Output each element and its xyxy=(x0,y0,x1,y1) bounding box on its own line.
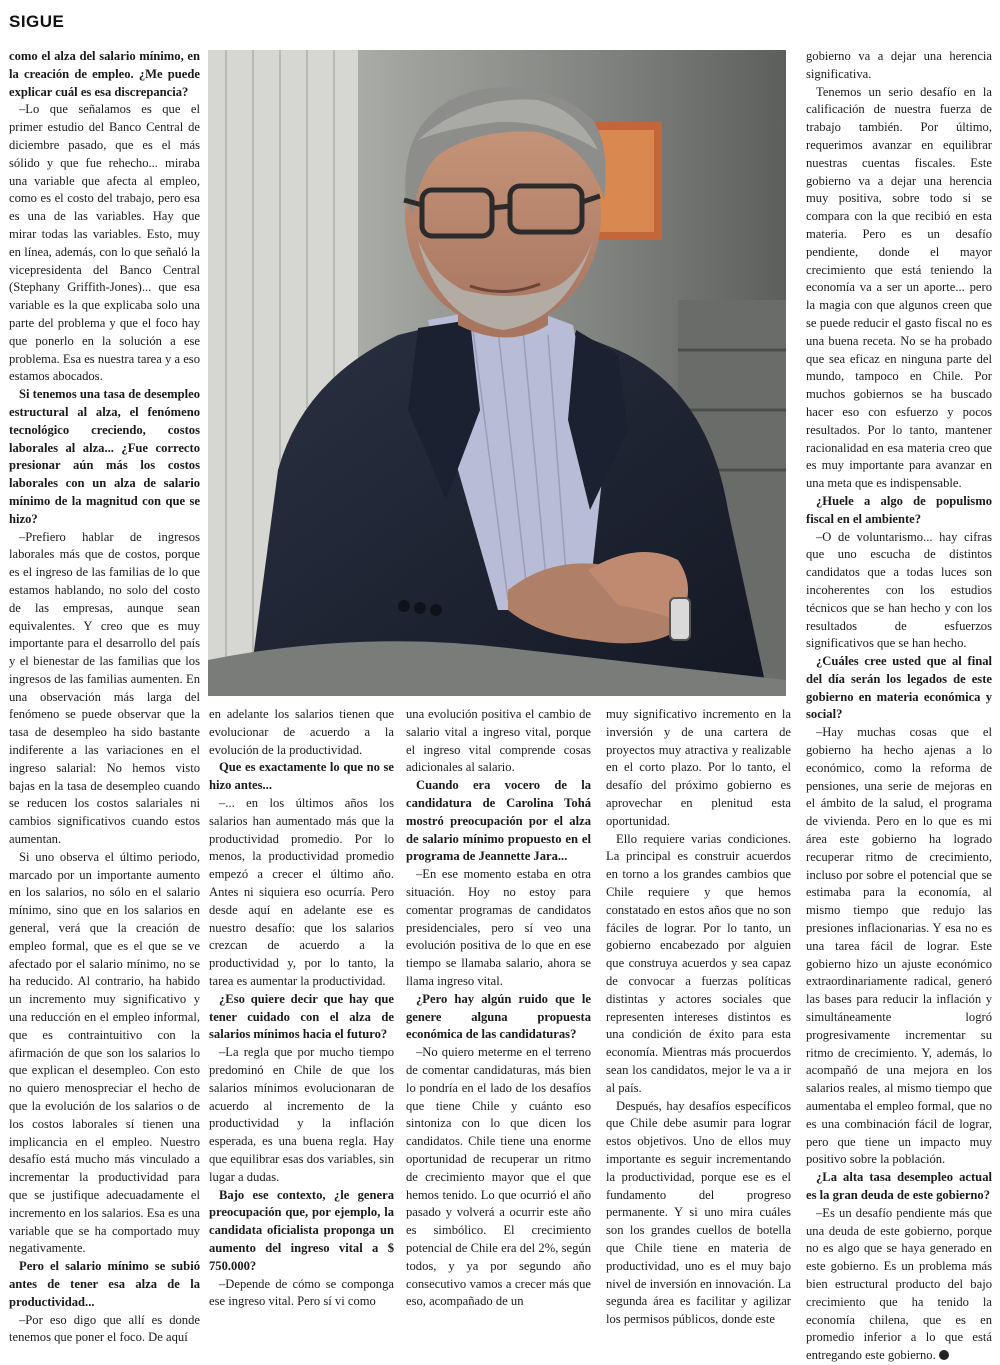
answer-paragraph: Si uno observa el último periodo, marcado por un importante aumento en los salarios, no sólo en el salario mínimo, sino que en los salarios en general, verá que la creación de empleo formal, que es el que se ve afectado por el salario mínimo, no se ha reducido. Al contrario, ha habido un incremento muy significativo y una reducción en el empleo informal, que es contraintuitivo con la afirmación de que son los salarios lo que explican el desempleo. Con esto no quiero menospreciar el hecho de que la evolución de los salarios o de los costos laborales sí tienen una implicancia en el empleo. Nuestro desafío está mucho más vinculado a incrementar la productividad para que se justifique adecuadamente el incremento en los salarios. Esa es una variable que se ha comportado muy negativamente. xyxy=(9,849,200,1256)
interview-question: ¿Eso quiere decir que hay que tener cuidado con el alza de salarios mínimos hacia el futuro? xyxy=(209,991,394,1042)
section-label: SIGUE xyxy=(9,12,65,31)
answer-paragraph: –Depende de cómo se componga ese ingreso vital. Pero sí vi como xyxy=(209,1276,394,1309)
article-column-4 xyxy=(606,706,791,1327)
answer-paragraph: –Por eso digo que allí es donde tenemos que poner el foco. De aquí xyxy=(9,1312,200,1345)
article-column-5 xyxy=(806,48,992,1363)
answer-paragraph: Ello requiere varias condiciones. La principal es construir acuerdos en torno a los grandes cambios que Chile requiere y que hemos constatado en estos años que no son fáciles de lograr. Por lo tanto, un gobierno encabezado por alguien que construya acuerdos y sea capaz de convocar a fuerzas políticas distintas y actores sociales que representen intereses distintos es una condición de éxito para esta economía. Mientras más procuerdos sean los candidatos, mejor le va a ir al país. xyxy=(606,831,791,1095)
answer-paragraph: gobierno va a dejar una herencia significativa. xyxy=(806,49,992,81)
interview-question: Si tenemos una tasa de desempleo estructural al alza, el fenómeno tecnológico creciendo, costos laborales al alza... ¿Fue correcto presionar aún más los costos laborales con un alza de salario mínimo de la magnitud con que se hizo? xyxy=(9,387,200,526)
portrait-illustration xyxy=(208,50,786,696)
answer-paragraph: –Hay muchas cosas que el gobierno ha hecho ajenas a lo económico, como la reforma de pensiones, una serie de mejoras en el ámbito de la salud, el programa de vivienda. Pero en lo que es mi área este gobierno ha logrado recuperar ritmo de crecimiento, incluso por sobre el potencial que se estimaba para la economía, al mismo tiempo que redujo las presiones inflacionarias. Y esa no es una tarea fácil de lograr. Este gobierno hizo un ajuste económico extraordinariamente radical, generó las bases para reducir la inflación y simultáneamente logró progresivamente incrementar su ritmo de crecimiento. Y, además, lo acompañó de una mejora en los salarios reales, al mismo tiempo que aumentaba el empleo formal, que no es una combinación fácil de lograr, pero que tiene un impacto muy positivo sobre la población. xyxy=(806,725,992,1167)
answer-paragraph: –La regla que por mucho tiempo predominó en Chile de que los salarios mínimos evolucionaran de acuerdo al incremento de la productividad y la inflación esperada, es una buena regla. Hay que equilibrar esas dos variables, sin lugar a dudas. xyxy=(209,1045,394,1184)
answer-paragraph: una evolución positiva el cambio de salario vital a ingreso vital, porque el ingreso vital comprende cosas adicionales al salario. xyxy=(406,707,591,775)
interview-question: ¿Cuáles cree usted que al final del día serán los legados de este gobierno en materia económica y social? xyxy=(806,654,992,722)
answer-paragraph: Tenemos un serio desafío en la calificación de nuestra fuerza de trabajo también. Por último, requerimos avanzar en equilibrar nuestras cuentas fiscales. Este gobierno va a dejar una herencia muy positiva, sobre todo si se compara con la que recibió en esta materia. Pero es un desafío pendiente, donde el mayor crecimiento que está teniendo la economía va a ser un aporte... pero la magia con que algunos creen que se puede reducir el gasto fiscal no es una buena receta. No se ha probado que sea eficaz en ninguna parte del mundo, tampoco en Chile. Por muchos gobiernos se ha buscado hacer eso con esfuerzo y pocos resultados. Por lo tanto, mantener racionalidad en esa materia creo que es muy importante para avanzar en una meta que es indispensable. xyxy=(806,84,992,491)
article-column-1 xyxy=(9,48,200,1345)
interview-question: Que es exactamente lo que no se hizo antes... xyxy=(209,760,394,793)
article-column-3 xyxy=(406,706,591,1309)
answer-paragraph: –Prefiero hablar de ingresos laborales más que de costos, porque es el ingreso de las familias de lo que estamos hablando, no solo del costo de las empresas, aunque sean equivalentes. Y creo que es muy importante para el desarrollo del país y el bienestar de las familias que los ingresos de las familias aumenten. En una observación más larga del fenómeno se puede observar que la tasa de desempleo ha sido bastante indiferente a las variaciones en el ingreso salarial: No hemos visto bajas en la tasa de desempleo cuando se reducen los costos salariales ni cambios significativos cuando estos aumentan. xyxy=(9,529,200,847)
answer-paragraph: en adelante los salarios tienen que evolucionar de acuerdo a la evolución de la productividad. xyxy=(209,707,394,757)
end-of-article-icon xyxy=(939,1350,949,1360)
interview-question: ¿Pero hay algún ruido que le genere alguna propuesta económica de las candidaturas? xyxy=(406,991,591,1042)
answer-paragraph: –En ese momento estaba en otra situación. Hoy no estoy para comentar programas de candidatos presidenciales, pero sí veo una evolución positiva de lo que en ese tiempo se llamaba salario, ahora se llama ingreso vital. xyxy=(406,867,591,988)
interview-question: Pero el salario mínimo se subió antes de tener esa alza de la productividad... xyxy=(9,1259,200,1309)
answer-paragraph: Después, hay desafíos específicos que Chile debe asumir para lograr estos objetivos. Uno de ellos muy importante es seguir incrementando la productividad, porque ese es el fundamento del progreso permanente. Y si uno mira cuáles son los grandes cuellos de botella que Chile tiene en materia de productividad, uno es el muy bajo nivel de inversión en innovación. La segunda área es facilitar y agilizar los permisos públicos, donde este xyxy=(606,1098,791,1327)
interview-question: como el alza del salario mínimo, en la creación de empleo. ¿Me puede explicar cuál es esa discrepancia? xyxy=(9,49,200,99)
interview-question: ¿Huele a algo de populismo fiscal en el ambiente? xyxy=(806,493,992,526)
article-column-2 xyxy=(209,706,394,1309)
interview-question: Cuando era vocero de la candidatura de Carolina Tohá mostró preocupación por el alza de salario mínimo propuesto en el programa de Jeannette Jara... xyxy=(406,778,591,864)
portrait-photo xyxy=(208,50,786,696)
answer-paragraph: –O de voluntarismo... hay cifras que uno escucha de distintos candidatos que a todas luces son incoherentes con los estudios técnicos que se han hecho y con los resultados de esfuerzos significativos que se han hecho. xyxy=(806,529,992,651)
answer-paragraph: –Lo que señalamos es que el primer estudio del Banco Central de diciembre pasado, que es el más sólido y que fue rehecho... miraba una variable que afecta al empleo, como es el costo del trabajo, pero esa es una de las variables. Hay que mirar todas las variables. Esto, muy en línea, además, con lo que señaló la vicepresidenta del Banco Central (Stephany Griffith-Jones)... que esa variable es la que explicaba solo una parte del problema y que el foco hay que ponerlo en la solución a ese problema. Esa es nuestra tarea y a eso estamos abocados. xyxy=(9,102,200,384)
interview-question: ¿La alta tasa desempleo actual es la gran deuda de este gobierno? xyxy=(806,1170,992,1202)
answer-paragraph: muy significativo incremento en la inversión y de una cartera de proyectos muy atractiva y realizable en el corto plazo. Por lo tanto, el desafío del próximo gobierno es aprovechar en plenitud esta oportunidad. xyxy=(606,707,791,828)
answer-paragraph: –... en los últimos años los salarios han aumentado más que la productividad promedio. Por lo menos, la productividad promedio empezó a crecer el último año. Antes ni siquiera eso ocurría. Pero desde aquí en adelante ese es nuestro desafío: que los salarios crezcan de acuerdo a la productividad y, por lo tanto, la tarea es aumentar la productividad. xyxy=(209,795,394,988)
answer-paragraph: –Es un desafío pendiente más que una deuda de este gobierno, porque no es algo que se haya generado en este gobierno. Es un problema más bien estructural producto del bajo crecimiento que ha tenido la economía chilena, que es en promedio inferior a lo que está entregando este gobierno. xyxy=(806,1205,992,1363)
answer-paragraph: –No quiero meterme en el terreno de comentar candidaturas, más bien lo pondría en el lado de los desafíos que tiene Chile y cuánto eso sintoniza con lo que dicen los candidatos. Chile tiene una enorme oportunidad de recuperar un ritmo de crecimiento mayor que el que hemos tenido. Lo que ocurrió el año pasado y volverá a ocurrir este año es simbólico. El crecimiento potencial de Chile era del 2%, según todos, y ya por segundo año consecutivo vamos a crecer más que eso, acompañado de un xyxy=(406,1045,591,1309)
interview-question: Bajo ese contexto, ¿le genera preocupación que, por ejemplo, la candidata oficialista proponga un aumento del ingreso vital a $ 750.000? xyxy=(209,1187,394,1273)
